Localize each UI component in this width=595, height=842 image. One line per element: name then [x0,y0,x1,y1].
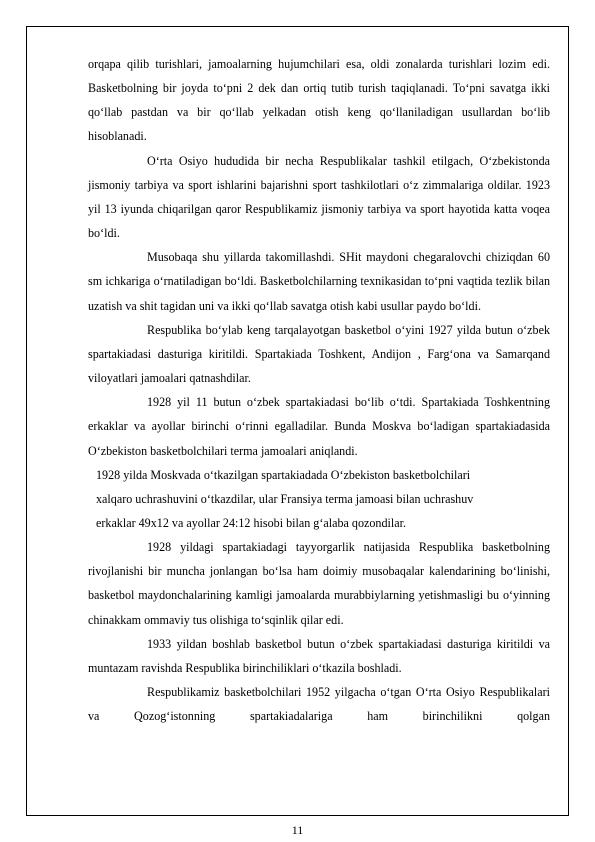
text-line: xalqaro uchrashuvini o‘tkazdilar, ular Fransiya terma jamoasi bilan uchrashuv [96,491,474,506]
paragraph: O‘rta Osiyo hududida bir necha Respublikalar tashkil etilgach, O‘zbekistonda jismoniy tarbiya va sport ishlarini bajarishni sport tashkilotlari o‘z zimmalariga oldilar. 1923 yil 13 iyunda chiqarilgan qaror Respublikamiz jismoniy tarbiya va sport hayotida katta voqea bo‘ldi. [88,153,550,241]
paragraph: 1933 yildan boshlab basketbol butun o‘zbek spartakiadasi dasturiga kiritildi va muntazam ravishda Respublika birinchiliklari o‘tkazila boshladi. [88,636,550,675]
document-body [88,52,550,728]
paragraph: 1928 yil 11 butun o‘zbek spartakiadasi bo‘lib o‘tdi. Spartakiada Toshkentning erkaklar va ayollar birinchi o‘rinni egalladilar. Bunda Moskva bo‘ladigan spartakiadasida O‘zbekiston basketbolchilari terma jamoalari aniqlandi. [88,395,550,458]
paragraph: orqapa qilib turishlari, jamoalarning hujumchilari esa, oldi zonalarda turishlari lozim edi. Basketbolning bir joyda to‘pni 2 dek dan ortiq tutib turish taqiqlanadi. To‘pni savatga ikki qo‘llab pastdan va bir qo‘llab yelkadan otish keng qo‘llaniladigan usullardan bo‘lib hisoblanadi. [88,57,550,144]
paragraph: Musobaqa shu yillarda takomillashdi. SHit maydoni chegaralovchi chiziqdan 60 sm ichkariga o‘rnatiladigan bo‘ldi. Basketbolchilarning texnikasidan to‘pni vaqtida tezlik bilan uzatish va shit tagidan uni va ikki qo‘llab savatga otish kabi usullar paydo bo‘ldi. [88,250,550,313]
paragraph: 1928 yildagi spartakiadagi tayyorgarlik natijasida Respublika basketbolning rivojlanishi bir muncha jonlangan bo‘lsa ham doimiy musobaqalar kalendarining bo‘linishi, basketbol maydonchalarining kamligi jamoalarda murabbiylarning yetishmasligi bu o‘yinning chinakkam ommaviy tus olishiga to‘sqinlik qilar edi. [88,540,550,627]
page-number: 11 [291,823,304,837]
text-line: 1928 yilda Moskvada o‘tkazilgan spartakiadada O‘zbekiston basketbolchilari [96,467,471,482]
paragraph: Respublikamiz basketbolchilari 1952 yilgacha o‘tgan O‘rta Osiyo Respublikalari va Qozog‘istonning spartakiadalariga ham birinchilikni qolgan [88,685,550,724]
paragraph: Respublika bo‘ylab keng tarqalayotgan basketbol o‘yini 1927 yilda butun o‘zbek spartakiadasi dasturiga kiritildi. Spartakiada Toshkent, Andijon , Farg‘ona va Samarqand viloyatlari jamoalari qatnashdilar. [88,322,550,386]
text-line: erkaklar 49x12 va ayollar 24:12 hisobi bilan g‘alaba qozondilar. [96,515,406,530]
